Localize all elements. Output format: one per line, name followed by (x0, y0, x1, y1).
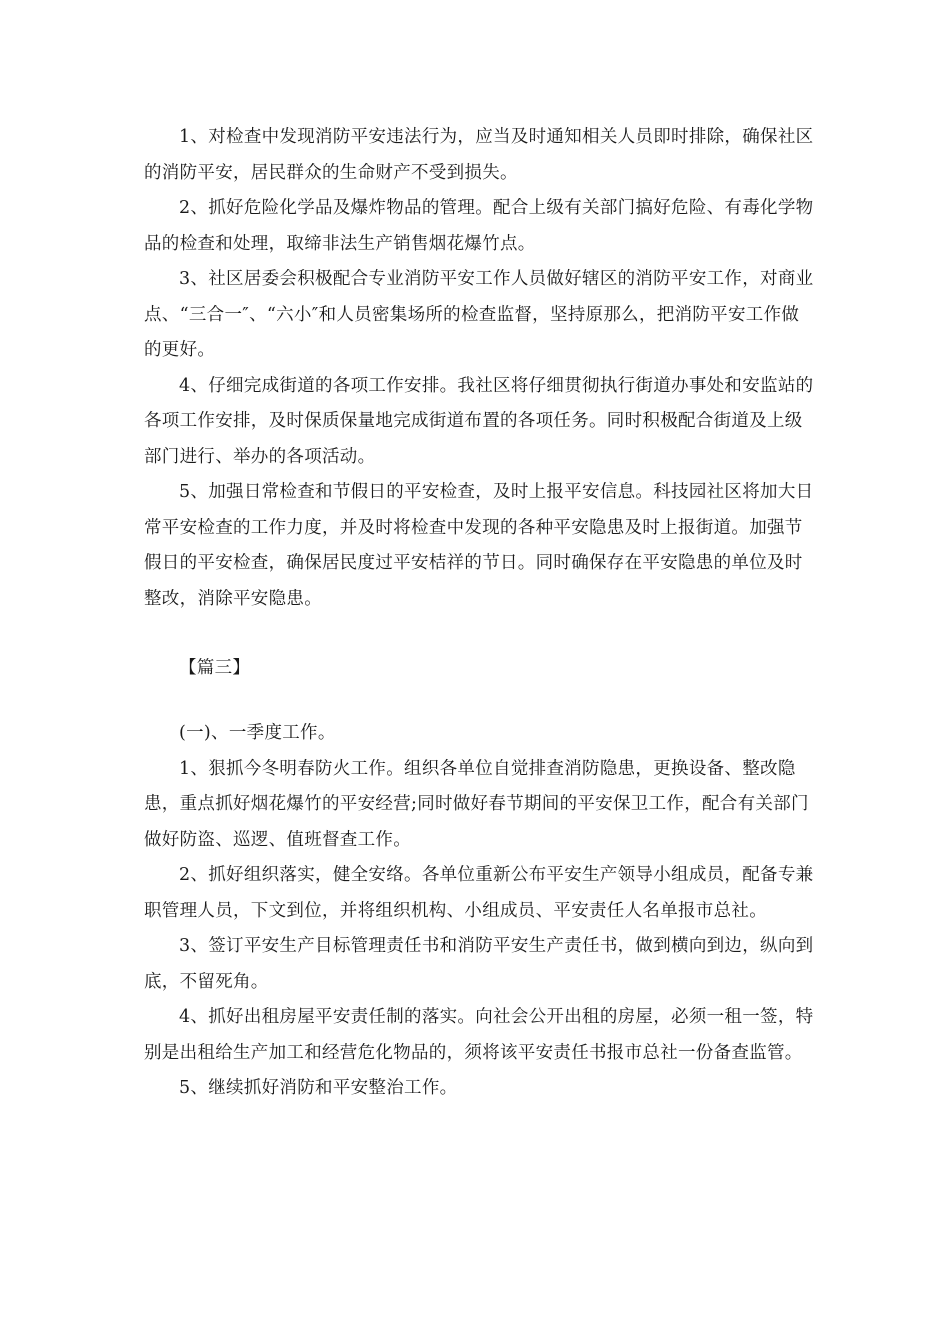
paragraph: 5、加强日常检查和节假日的平安检查，及时上报平安信息。科技园社区将加大日常平安检查的工作力度，并及时将检查中发现的各种平安隐患及时上报街道。加强节假日的平安检查，确保居民度过平安桔祥的节日。同时确保存在平安隐患的单位及时整改，消除平安隐患。 (144, 482, 814, 609)
paragraph: 1、狠抓今冬明春防火工作。组织各单位自觉排查消防隐患，更换设备、整改隐患，重点抓好烟花爆竹的平安经营;同时做好春节期间的平安保卫工作，配合有关部门做好防盗、巡逻、值班督查工作。 (144, 758, 809, 850)
paragraph: 3、社区居委会积极配合专业消防平安工作人员做好辖区的消防平安工作，对商业点、“三合一″、“六小″和人员密集场所的检查监督，坚持原那么，把消防平安工作做的更好。 (144, 269, 814, 360)
paragraph: 3、签订平安生产目标管理责任书和消防平安生产责任书，做到横向到边，纵向到底，不留死角。 (144, 936, 814, 992)
paragraph: 4、抓好出租房屋平安责任制的落实。向社会公开出租的房屋，必须一租一签，特别是出租给生产加工和经营危化物品的，须将该平安责任书报市总社一份备查监管。 (144, 1007, 814, 1063)
paragraph: (一)、一季度工作。 (179, 723, 336, 743)
document-body (144, 120, 814, 1107)
paragraph: 2、抓好危险化学品及爆炸物品的管理。配合上级有关部门搞好危险、有毒化学物品的检查和处理，取缔非法生产销售烟花爆竹点。 (144, 198, 814, 254)
paragraph: 2、抓好组织落实，健全安络。各单位重新公布平安生产领导小组成员，配备专兼职管理人员，下文到位，并将组织机构、小组成员、平安责任人名单报市总社。 (144, 865, 814, 921)
paragraph: 4、仔细完成街道的各项工作安排。我社区将仔细贯彻执行街道办事处和安监站的各项工作安排，及时保质保量地完成街道布置的各项任务。同时积极配合街道及上级部门进行、举办的各项活动。 (144, 375, 814, 467)
paragraph: 1、对检查中发现消防平安违法行为，应当及时通知相关人员即时排除，确保社区的消防平安，居民群众的生命财产不受到损失。 (144, 127, 814, 183)
section-title: 【篇三】 (179, 658, 251, 678)
paragraph: 5、继续抓好消防和平安整治工作。 (179, 1078, 458, 1098)
